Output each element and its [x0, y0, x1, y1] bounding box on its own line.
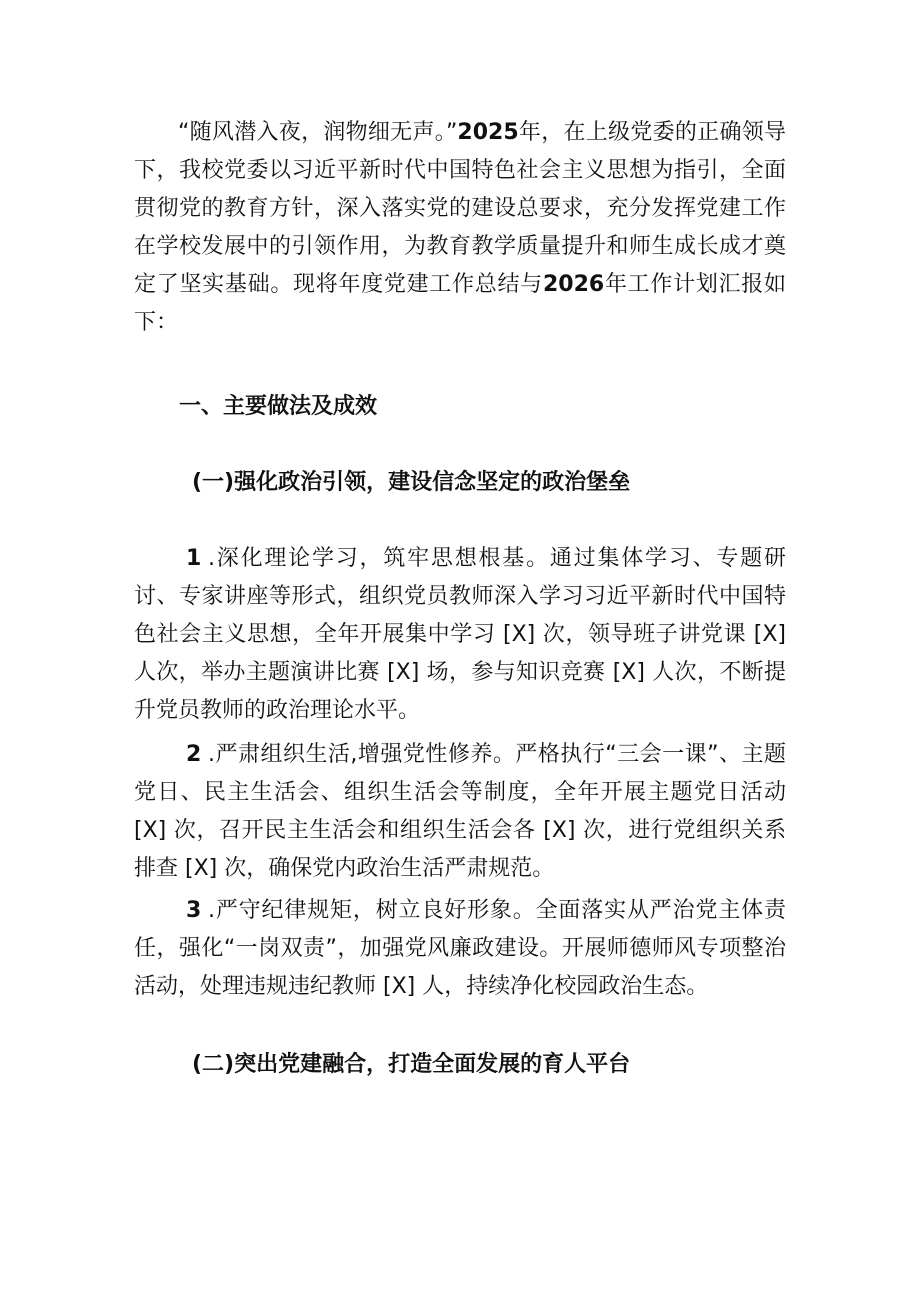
item-number-3: 3 — [186, 898, 202, 923]
intro-quote: “随风潜入夜，润物细无声。” — [178, 120, 458, 145]
item-paragraph-2 — [134, 736, 786, 888]
section-heading-1: 一、主要做法及成效 — [179, 394, 378, 419]
intro-year-2026: 2026 — [542, 272, 605, 297]
intro-text-a: 年，在上级党委的正确领导下，我校党委以习近平新时代中国特色社会主义思想为指引，全面贯彻党的教育方针，深入落实党的建设总要求，充分发挥党建工作在学校发展中的引领作用，为教育教学质量提升和师生成长成才奠定了坚实基础。现将年度党建工作总结与 — [134, 120, 786, 297]
item-number-1: 1 — [186, 546, 202, 571]
item-paragraph-1 — [134, 540, 786, 730]
item-text-1: .深化理论学习，筑牢思想根基。通过集体学习、专题研讨、专家讲座等形式，组织党员教师深入学习习近平新时代中国特色社会主义思想，全年开展集中学习 [X] 次，领导班子讲党课 [X] 人次，举办主题演讲比赛 [X] 场，参与知识竞赛 [X] 人次，不断提升党员教师的政治理论水平。 — [134, 546, 786, 723]
item-text-3: .严守纪律规矩，树立良好形象。全面落实从严治党主体责任，强化“一岗双责”，加强党风廉政建设。开展师德师风专项整治活动，处理违规违纪教师 [X] 人，持续净化校园政治生态。 — [134, 898, 786, 999]
intro-year-2025: 2025 — [457, 120, 519, 145]
intro-paragraph — [134, 114, 786, 342]
item-paragraph-3 — [134, 892, 786, 1006]
subsection-heading-1: (一)强化政治引领，建设信念坚定的政治堡垒 — [192, 470, 631, 495]
subsection-heading-2: (二)突出党建融合，打造全面发展的育人平台 — [192, 1052, 631, 1077]
item-text-2: .严肃组织生活,增强党性修养。严格执行“三会一课”、主题党日、民主生活会、组织生活会等制度，全年开展主题党日活动 [X] 次，召开民主生活会和组织生活会各 [X] 次，进行党组织关系排查 [X] 次，确保党内政治生活严肃规范。 — [134, 742, 786, 881]
intro-text-b: 年工作计划汇报如下： — [134, 272, 786, 335]
item-number-2: 2 — [186, 742, 202, 767]
